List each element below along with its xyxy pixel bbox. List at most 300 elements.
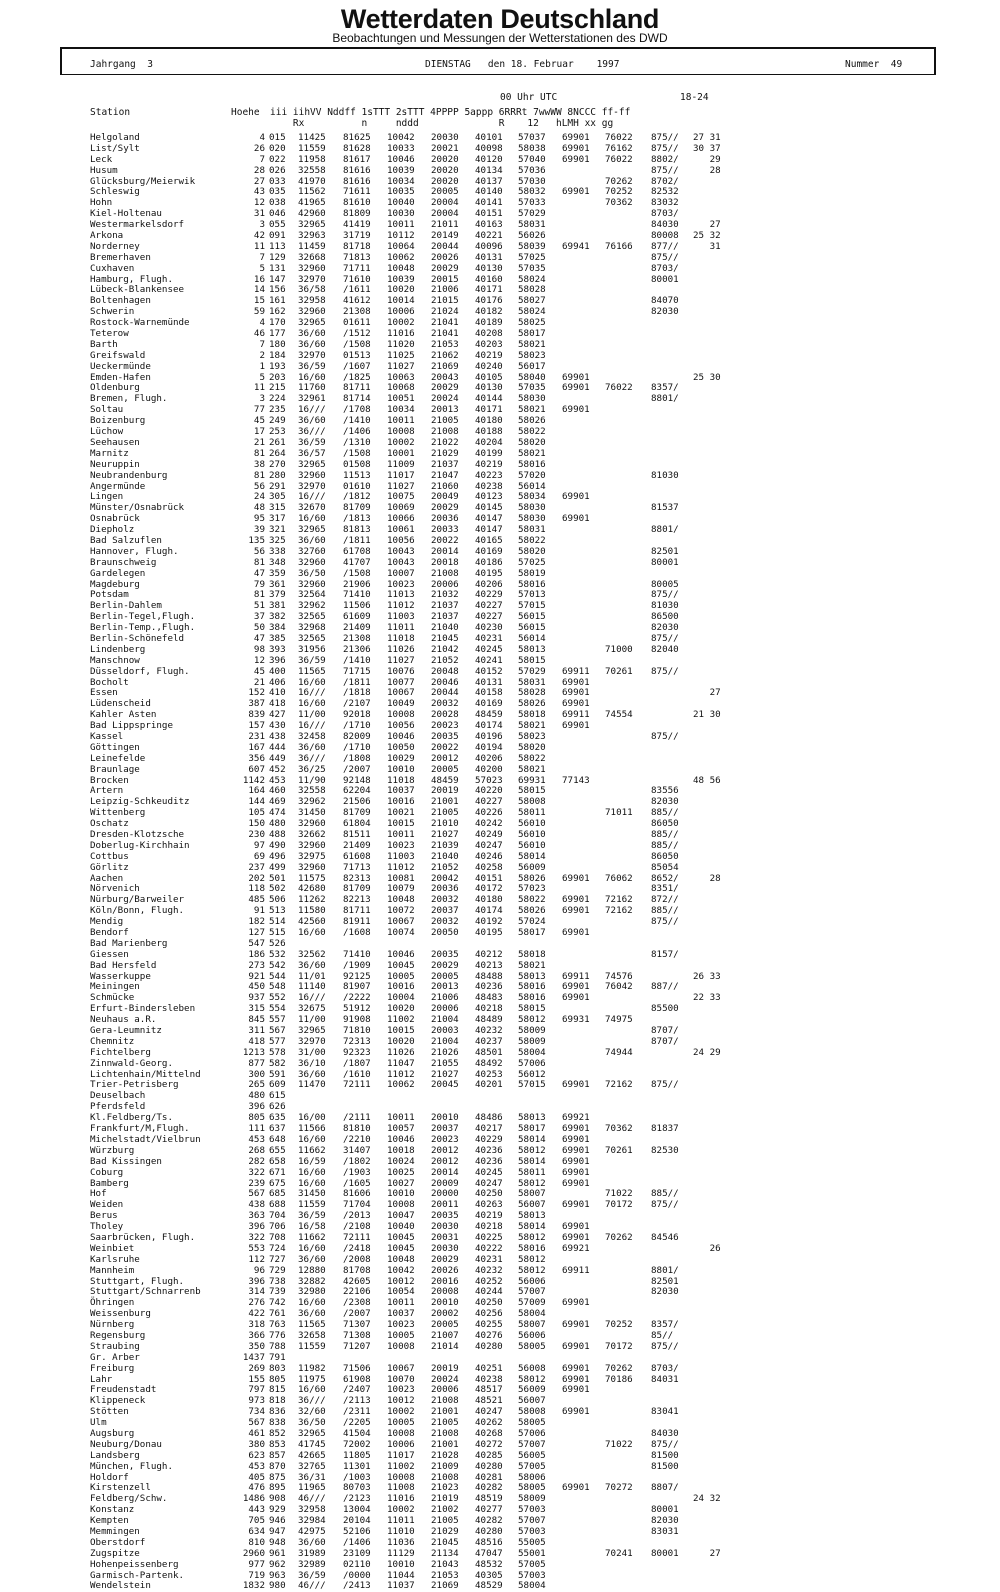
code-8nccc: 8702/ [651, 175, 679, 187]
station-hoehe: 810 [248, 1536, 265, 1548]
station-name: Meiningen [90, 981, 140, 993]
code-iihvv: 32970 [298, 480, 326, 492]
code-4pppp: 40229 [475, 589, 503, 601]
code-4pppp: 40268 [475, 1427, 503, 1439]
code-4pppp: 40223 [475, 469, 503, 481]
code-6rrrt: 69901 [562, 894, 590, 906]
code-nddff: 51912 [343, 1003, 371, 1015]
code-nddff: 71813 [343, 251, 371, 263]
station-hoehe: 11 [253, 240, 265, 252]
code-iihvv: 46/// [298, 1493, 326, 1505]
station-iii: 393 [269, 643, 286, 655]
code-4pppp: 40245 [475, 1166, 503, 1178]
code-8nccc: 82030 [651, 1515, 679, 1527]
code-iihvv: 36/60 [298, 1536, 326, 1548]
code-iihvv: 32960 [298, 262, 326, 274]
code-1sttt: 10008 [387, 1471, 415, 1483]
code-1sttt: 11012 [387, 1068, 415, 1080]
code-nddff: 71715 [343, 665, 371, 677]
code-iihvv: 16/60 [298, 513, 326, 525]
code-2sttt: 21004 [431, 1035, 459, 1047]
station-name: Holdorf [90, 1471, 129, 1483]
code-iihvv: 31989 [298, 1547, 326, 1559]
code-nddff: 41504 [343, 1427, 371, 1439]
code-1sttt: 10020 [387, 284, 415, 296]
code-1sttt: 11009 [387, 458, 415, 470]
station-hoehe: 845 [248, 1014, 265, 1026]
station-iii: 548 [269, 981, 286, 993]
station-name: Doberlug-Kirchhain [90, 839, 190, 851]
code-2sttt: 21039 [431, 839, 459, 851]
station-hoehe: 105 [248, 807, 265, 819]
station-hoehe: 438 [248, 1199, 265, 1211]
code-8nccc: 885// [651, 829, 679, 840]
station-name: Wittenberg [90, 807, 146, 819]
station-iii: 270 [269, 458, 286, 470]
code-8nccc: 82501 [651, 1275, 679, 1287]
code-iihvv: 36/25 [298, 763, 326, 775]
code-2sttt: 20000 [431, 1188, 459, 1200]
code-8nccc: 82532 [651, 186, 679, 198]
code-5appp: 58020 [518, 436, 546, 448]
code-5appp: 58015 [518, 1003, 546, 1015]
code-5appp: 58016 [518, 1242, 546, 1254]
code-5appp: 56014 [518, 632, 546, 644]
code-5appp: 58028 [518, 687, 546, 699]
code-nddff: /2413 [343, 1580, 371, 1592]
station-name: Gera-Leumnitz [90, 1025, 162, 1037]
code-5appp: 58021 [518, 404, 546, 416]
code-2sttt: 20011 [431, 1199, 459, 1211]
code-8nccc: 887// [651, 981, 679, 993]
code-2sttt: 21040 [431, 850, 459, 862]
code-2sttt: 21008 [431, 426, 459, 438]
code-4pppp: 40246 [475, 850, 503, 862]
code-1sttt: 10033 [387, 142, 415, 154]
station-hoehe: 322 [248, 1166, 265, 1178]
code-5appp: 57006 [518, 1057, 546, 1069]
code-8nccc: 85// [651, 1329, 674, 1341]
code-1sttt: 11036 [387, 1536, 415, 1548]
code-nddff: /1406 [343, 1536, 371, 1548]
code-4pppp: 48489 [475, 1014, 503, 1026]
code-2sttt: 20022 [431, 534, 459, 546]
station-name: Görlitz [90, 861, 129, 873]
station-hoehe: 2960 [242, 1547, 265, 1559]
station-iii: 156 [269, 284, 286, 296]
station-iii: 501 [269, 872, 286, 884]
code-nddff: 82313 [343, 872, 371, 884]
code-iihvv: 16/59 [298, 1155, 326, 1167]
station-name: Diepholz [90, 524, 135, 536]
code-8nccc: 81537 [651, 502, 679, 514]
station-iii: 962 [269, 1558, 286, 1570]
code-6rrrt: 69901 [562, 371, 590, 383]
code-7wwww: 70252 [605, 186, 633, 198]
station-iii: 582 [269, 1057, 286, 1069]
code-nddff: 92018 [343, 709, 371, 721]
code-8nccc: 8703/ [651, 1362, 679, 1374]
code-2sttt: 21001 [431, 1438, 459, 1450]
station-iii: 658 [269, 1155, 286, 1167]
code-iihvv: 36/31 [298, 1471, 326, 1483]
code-1sttt: 11027 [387, 480, 415, 492]
code-iihvv: 32668 [298, 251, 326, 263]
code-4pppp: 40219 [475, 458, 503, 470]
code-5appp: 57035 [518, 382, 546, 394]
code-nddff: /1410 [343, 415, 371, 427]
station-hoehe: 7 [259, 251, 265, 263]
code-iihvv: 32565 [298, 632, 326, 644]
station-name: Hof [90, 1188, 107, 1200]
code-nddff: /2007 [343, 1308, 371, 1320]
code-2sttt: 21055 [431, 1057, 459, 1069]
station-name: Erfurt-Bindersleben [90, 1003, 196, 1015]
code-iihvv: 32965 [298, 524, 326, 536]
station-name: Neuhaus a.R. [90, 1014, 157, 1026]
code-5appp: 56009 [518, 861, 546, 873]
code-5appp: 56007 [518, 1199, 546, 1211]
station-iii: 815 [269, 1384, 286, 1396]
code-nddff: /2111 [343, 1112, 371, 1124]
code-2sttt: 20026 [431, 251, 459, 263]
station-iii: 131 [269, 262, 286, 274]
code-5appp: 58031 [518, 219, 546, 231]
station-name: Lüdenscheid [90, 698, 151, 710]
code-1sttt: 10040 [387, 197, 415, 209]
code-1sttt: 10045 [387, 1231, 415, 1243]
code-iihvv: 12880 [298, 1264, 326, 1276]
code-4pppp: 48516 [475, 1536, 503, 1548]
code-nddff: /1610 [343, 1068, 371, 1080]
code-nddff: 81511 [343, 829, 371, 840]
code-4pppp: 48501 [475, 1046, 503, 1058]
code-iihvv: 32670 [298, 502, 326, 514]
code-8nccc: 875// [651, 142, 679, 154]
code-7wwww: 74554 [605, 709, 633, 721]
code-nddff: /2008 [343, 1253, 371, 1265]
code-5appp: 58016 [518, 458, 546, 470]
code-5appp: 57013 [518, 589, 546, 601]
code-2sttt: 21005 [431, 807, 459, 819]
code-7wwww: 70261 [605, 665, 633, 677]
code-2sttt: 20043 [431, 371, 459, 383]
code-6rrrt: 69901 [562, 404, 590, 416]
station-hoehe: 164 [248, 785, 265, 797]
code-2sttt: 20010 [431, 1112, 459, 1124]
code-iihvv: 42680 [298, 883, 326, 895]
code-4pppp: 40098 [475, 142, 503, 154]
code-4pppp: 40240 [475, 360, 503, 372]
code-4pppp: 40253 [475, 1068, 503, 1080]
code-iihvv: 32/60 [298, 1406, 326, 1418]
code-nddff: 61908 [343, 1373, 371, 1385]
code-8nccc: 85500 [651, 1003, 679, 1015]
station-hoehe: 314 [248, 1286, 265, 1298]
station-name: Nürburg/Barweiler [90, 894, 185, 906]
code-1sttt: 10008 [387, 1199, 415, 1211]
code-4pppp: 40130 [475, 382, 503, 394]
code-2sttt: 21052 [431, 861, 459, 873]
code-4pppp: 40221 [475, 230, 503, 242]
code-iihvv: 36/59 [298, 1210, 326, 1222]
station-iii: 348 [269, 556, 286, 568]
station-iii: 253 [269, 426, 286, 438]
code-5appp: 58022 [518, 894, 546, 906]
code-iihvv: 16/// [298, 992, 326, 1004]
station-iii: 261 [269, 436, 286, 448]
station-name: Mannheim [90, 1264, 135, 1276]
code-nddff: /1903 [343, 1166, 371, 1178]
station-iii: 502 [269, 883, 286, 895]
station-hoehe: 734 [248, 1406, 265, 1418]
code-4pppp: 40131 [475, 676, 503, 688]
station-iii: 385 [269, 632, 286, 644]
station-name: Cuxhaven [90, 262, 135, 274]
station-name: Bad Lippspringe [90, 720, 173, 732]
code-2sttt: 21040 [431, 622, 459, 634]
code-4pppp: 40237 [475, 1035, 503, 1047]
page-title: Wetterdaten Deutschland [340, 4, 660, 34]
code-4pppp: 40169 [475, 545, 503, 557]
station-hoehe: 81 [253, 589, 265, 601]
code-8nccc: 875// [651, 164, 679, 176]
code-4pppp: 40263 [475, 1199, 503, 1211]
station-iii: 557 [269, 1014, 286, 1026]
code-2sttt: 21062 [431, 349, 459, 361]
header-frame-bottom-rule [60, 74, 936, 75]
code-nddff: 72002 [343, 1438, 371, 1450]
code-8nccc: 84070 [651, 295, 679, 307]
code-2sttt: 21004 [431, 1014, 459, 1026]
code-8nccc: 81837 [651, 1123, 679, 1135]
code-1sttt: 10048 [387, 894, 415, 906]
station-name: Dresden-Klotzsche [90, 829, 185, 840]
code-1sttt: 10046 [387, 730, 415, 742]
station-iii: 449 [269, 752, 286, 764]
station-hoehe: 155 [248, 1373, 265, 1385]
code-6rrrt: 69931 [562, 1014, 590, 1026]
station-name: Brocken [90, 774, 129, 786]
station-iii: 249 [269, 415, 286, 427]
code-8nccc: 8703/ [651, 262, 679, 274]
station-iii: 739 [269, 1286, 286, 1298]
code-7wwww: 76022 [605, 153, 633, 165]
station-iii: 162 [269, 306, 286, 318]
station-hoehe: 366 [248, 1329, 265, 1341]
code-nddff: 72111 [343, 1079, 371, 1091]
station-iii: 708 [269, 1231, 286, 1243]
station-name: Memmingen [90, 1526, 140, 1537]
station-iii: 803 [269, 1362, 286, 1374]
code-8nccc: 8652/ [651, 872, 679, 884]
code-7wwww: 70262 [605, 175, 633, 187]
code-iihvv: 42960 [298, 208, 326, 220]
code-5appp: 57007 [518, 1438, 546, 1450]
code-iihvv: 32662 [298, 829, 326, 840]
code-2sttt: 21001 [431, 1406, 459, 1418]
code-2sttt: 21001 [431, 796, 459, 808]
code-nddff: /1710 [343, 741, 371, 753]
code-iihvv: 36/50 [298, 567, 326, 579]
code-iihvv: 11565 [298, 1319, 326, 1331]
station-iii: 852 [269, 1427, 286, 1439]
code-4pppp: 40174 [475, 905, 503, 917]
station-hoehe: 45 [253, 415, 265, 427]
station-iii: 033 [269, 175, 286, 187]
station-hoehe: 485 [248, 894, 265, 906]
station-name: Berlin-Schönefeld [90, 632, 185, 644]
station-name: Lindenberg [90, 643, 146, 655]
code-1sttt: 10008 [387, 1427, 415, 1439]
code-nddff: 81813 [343, 524, 371, 536]
station-name: Rostock-Warnemünde [90, 317, 190, 329]
station-iii: 513 [269, 905, 286, 917]
station-hoehe: 4 [259, 132, 265, 143]
code-2sttt: 21053 [431, 338, 459, 350]
code-nddff: 01610 [343, 480, 371, 492]
station-name: Bremen, Flugh. [90, 393, 168, 405]
code-iihvv: 36/57 [298, 447, 326, 459]
code-4pppp: 40222 [475, 1242, 503, 1254]
station-iii: 591 [269, 1068, 286, 1080]
code-1sttt: 10002 [387, 1406, 415, 1418]
station-hoehe: 7 [259, 153, 265, 165]
station-hoehe: 453 [248, 1460, 265, 1472]
code-4pppp: 40192 [475, 916, 503, 928]
code-8nccc: 82030 [651, 1286, 679, 1298]
code-2sttt: 21032 [431, 589, 459, 601]
code-nddff: 62204 [343, 785, 371, 797]
code-2sttt: 20024 [431, 1373, 459, 1385]
station-hoehe: 380 [248, 1438, 265, 1450]
code-6rrrt: 69901 [562, 132, 590, 143]
station-iii: 091 [269, 230, 286, 242]
code-8nccc: 81500 [651, 1449, 679, 1461]
code-5appp: 58021 [518, 447, 546, 459]
code-8nccc: 8801/ [651, 1264, 679, 1276]
code-6rrrt: 69941 [562, 240, 590, 252]
code-1sttt: 11017 [387, 1449, 415, 1461]
station-iii: 738 [269, 1275, 286, 1287]
station-name: Bad Salzuflen [90, 534, 162, 546]
code-5appp: 57005 [518, 1558, 546, 1570]
code-iihvv: 32965 [298, 1025, 326, 1037]
code-2sttt: 20042 [431, 872, 459, 884]
station-name: Freiburg [90, 1362, 135, 1374]
station-name: Seehausen [90, 436, 140, 448]
code-nddff: 31407 [343, 1144, 371, 1156]
station-hoehe: 239 [248, 1177, 265, 1189]
code-6rrrt: 69901 [562, 1373, 590, 1385]
station-hoehe: 69 [253, 850, 265, 862]
station-name: Lüchow [90, 426, 124, 438]
code-6rrrt: 69901 [562, 142, 590, 154]
header-frame-right-rule [934, 47, 936, 75]
code-2sttt: 21024 [431, 306, 459, 318]
station-name: Hohenpeissenberg [90, 1558, 179, 1570]
code-4pppp: 40242 [475, 818, 503, 830]
code-nddff: /2418 [343, 1242, 371, 1254]
code-iihvv: 32562 [298, 948, 326, 960]
station-iii: 038 [269, 197, 286, 209]
station-iii: 727 [269, 1253, 286, 1265]
code-4pppp: 40195 [475, 927, 503, 939]
code-1sttt: 10015 [387, 818, 415, 830]
code-8nccc: 8801/ [651, 524, 679, 536]
code-6rrrt: 69901 [562, 927, 590, 939]
code-2sttt: 21002 [431, 1504, 459, 1516]
station-column-header: Station [90, 107, 131, 118]
code-2sttt: 20006 [431, 578, 459, 590]
station-name: Feldberg/Schw. [90, 1493, 168, 1505]
station-hoehe: 28 [253, 164, 265, 176]
code-4pppp: 40227 [475, 611, 503, 623]
code-5appp: 57029 [518, 208, 546, 220]
code-2sttt: 21008 [431, 1427, 459, 1439]
code-5appp: 58021 [518, 720, 546, 732]
code-2sttt: 20006 [431, 1003, 459, 1015]
station-name: Ueckermünde [90, 360, 151, 372]
code-8nccc: 81500 [651, 1460, 679, 1472]
code-8nccc: 885// [651, 807, 679, 819]
code-iihvv: 32961 [298, 393, 326, 405]
code-5appp: 58030 [518, 513, 546, 525]
code-5appp: 58040 [518, 371, 546, 383]
code-5appp: 58007 [518, 1188, 546, 1200]
code-4pppp: 40256 [475, 1308, 503, 1320]
code-2sttt: 20048 [431, 665, 459, 677]
code-7wwww: 76022 [605, 132, 633, 143]
code-iihvv: 32960 [298, 556, 326, 568]
code-iihvv: 11470 [298, 1079, 326, 1091]
code-5appp: 57007 [518, 1515, 546, 1527]
code-nddff: 92323 [343, 1046, 371, 1058]
code-4pppp: 40188 [475, 426, 503, 438]
code-nddff: 81911 [343, 916, 371, 928]
station-hoehe: 56 [253, 480, 265, 492]
code-8nccc: 885// [651, 905, 679, 917]
issue-number: Nummer 49 [845, 59, 903, 70]
station-name: Freudenstadt [90, 1384, 157, 1396]
code-column-subheaders: Rx n nddd R 12 hLMH xx gg [270, 118, 614, 129]
code-1sttt: 10077 [387, 676, 415, 688]
station-hoehe: 59 [253, 306, 265, 318]
station-name: Neuburg/Donau [90, 1438, 162, 1450]
code-7wwww: 70241 [605, 1547, 633, 1559]
code-5appp: 57025 [518, 556, 546, 568]
station-iii: 315 [269, 502, 286, 514]
code-nddff: /1608 [343, 927, 371, 939]
code-5appp: 58004 [518, 1046, 546, 1058]
code-nddff: /1710 [343, 720, 371, 732]
code-5appp: 56007 [518, 1395, 546, 1407]
code-1sttt: 11129 [387, 1547, 415, 1559]
station-name: Braunschweig [90, 556, 157, 568]
code-nddff: 81809 [343, 208, 371, 220]
station-hoehe: 24 [253, 491, 265, 503]
code-nddff: 81610 [343, 197, 371, 209]
code-iihvv: 11425 [298, 132, 326, 143]
code-ff-ff: 48 56 [693, 774, 721, 786]
code-5appp: 57003 [518, 1569, 546, 1581]
code-2sttt: 20006 [431, 1384, 459, 1396]
station-iii: 791 [269, 1351, 286, 1363]
code-1sttt: 10045 [387, 1242, 415, 1254]
code-1sttt: 10046 [387, 153, 415, 165]
station-name: Bamberg [90, 1177, 129, 1189]
station-iii: 235 [269, 404, 286, 416]
